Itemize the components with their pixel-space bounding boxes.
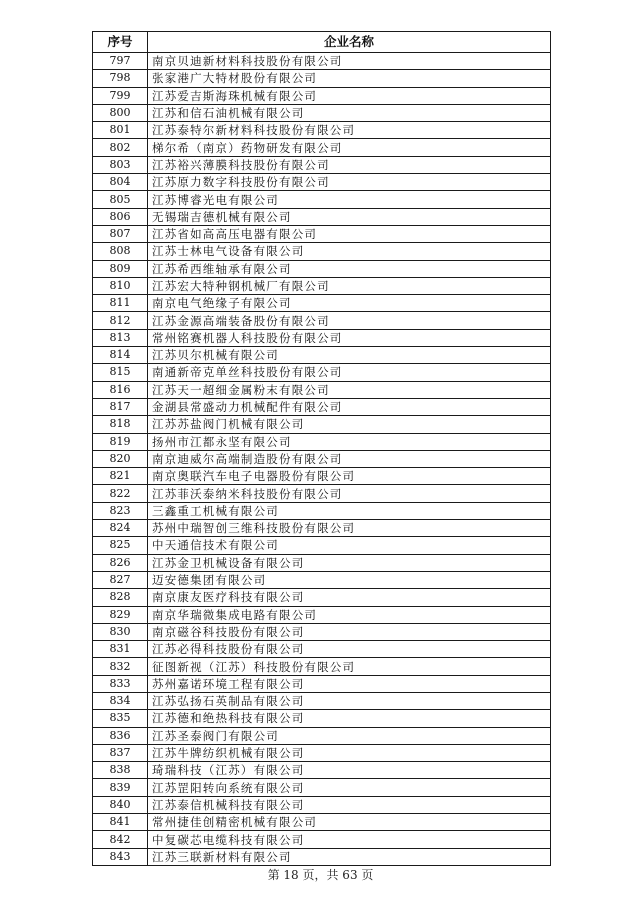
company-name-cell: 中天通信技术有限公司 xyxy=(148,537,551,554)
table-row xyxy=(93,139,551,156)
table-row xyxy=(93,848,551,865)
company-name-cell: 南京奥联汽车电子电器股份有限公司 xyxy=(148,468,551,485)
page-footer: 第 18 页，共 63 页 xyxy=(267,868,374,882)
table-row xyxy=(93,814,551,831)
table-row xyxy=(93,485,551,502)
company-name-cell: 南京贝迪新材料科技股份有限公司 xyxy=(148,53,551,70)
serial-number-cell: 839 xyxy=(93,779,148,796)
company-name-cell: 江苏金源高端装备股份有限公司 xyxy=(148,312,551,329)
table-row xyxy=(93,710,551,727)
company-name-cell: 江苏罡阳转向系统有限公司 xyxy=(148,779,551,796)
company-name-cell: 中复碳芯电缆科技有限公司 xyxy=(148,831,551,848)
serial-number-cell: 797 xyxy=(93,53,148,70)
table-row xyxy=(93,831,551,848)
serial-number-cell: 814 xyxy=(93,347,148,364)
serial-number-cell: 840 xyxy=(93,796,148,813)
table-row xyxy=(93,364,551,381)
table-row xyxy=(93,381,551,398)
company-name-cell: 南京华瑞微集成电路有限公司 xyxy=(148,606,551,623)
table-row xyxy=(93,796,551,813)
serial-number-cell: 816 xyxy=(93,381,148,398)
serial-number-cell: 831 xyxy=(93,641,148,658)
table-row xyxy=(93,329,551,346)
serial-number-cell: 804 xyxy=(93,174,148,191)
table-row xyxy=(93,744,551,761)
table-row xyxy=(93,260,551,277)
header-serial-number: 序号 xyxy=(93,32,148,53)
company-name-cell: 江苏圣泰阀门有限公司 xyxy=(148,727,551,744)
serial-number-cell: 830 xyxy=(93,623,148,640)
table-row xyxy=(93,658,551,675)
serial-number-cell: 815 xyxy=(93,364,148,381)
table-row xyxy=(93,104,551,121)
company-name-cell: 江苏博睿光电有限公司 xyxy=(148,191,551,208)
company-name-cell: 迈安德集团有限公司 xyxy=(148,571,551,588)
serial-number-cell: 837 xyxy=(93,744,148,761)
serial-number-cell: 838 xyxy=(93,762,148,779)
table-row xyxy=(93,70,551,87)
serial-number-cell: 834 xyxy=(93,692,148,709)
serial-number-cell: 817 xyxy=(93,398,148,415)
serial-number-cell: 841 xyxy=(93,814,148,831)
table-row xyxy=(93,174,551,191)
table-row xyxy=(93,208,551,225)
serial-number-cell: 824 xyxy=(93,520,148,537)
company-name-cell: 江苏泰信机械科技有限公司 xyxy=(148,796,551,813)
table-row xyxy=(93,468,551,485)
company-name-cell: 江苏省如高高压电器有限公司 xyxy=(148,225,551,242)
table-row xyxy=(93,243,551,260)
serial-number-cell: 809 xyxy=(93,260,148,277)
table-row xyxy=(93,433,551,450)
table-row xyxy=(93,53,551,70)
company-name-cell: 江苏和信石油机械有限公司 xyxy=(148,104,551,121)
company-name-cell: 江苏宏大特种钢机械厂有限公司 xyxy=(148,277,551,294)
company-name-cell: 江苏三联新材料有限公司 xyxy=(148,848,551,865)
table-row xyxy=(93,87,551,104)
table-row xyxy=(93,692,551,709)
document-page xyxy=(92,31,550,866)
company-name-cell: 琦瑞科技（江苏）有限公司 xyxy=(148,762,551,779)
company-name-cell: 江苏士林电气设备有限公司 xyxy=(148,243,551,260)
company-name-cell: 南京迪威尔高端制造股份有限公司 xyxy=(148,450,551,467)
table-row xyxy=(93,537,551,554)
serial-number-cell: 802 xyxy=(93,139,148,156)
company-name-cell: 张家港广大特材股份有限公司 xyxy=(148,70,551,87)
company-name-cell: 江苏牛牌纺织机械有限公司 xyxy=(148,744,551,761)
company-name-cell: 南京电气绝缘子有限公司 xyxy=(148,295,551,312)
table-row xyxy=(93,727,551,744)
company-name-cell: 常州捷佳创精密机械有限公司 xyxy=(148,814,551,831)
serial-number-cell: 800 xyxy=(93,104,148,121)
table-row xyxy=(93,762,551,779)
company-name-cell: 江苏希西维轴承有限公司 xyxy=(148,260,551,277)
table-row xyxy=(93,225,551,242)
company-name-cell: 三鑫重工机械有限公司 xyxy=(148,502,551,519)
serial-number-cell: 832 xyxy=(93,658,148,675)
company-name-cell: 江苏裕兴薄膜科技股份有限公司 xyxy=(148,156,551,173)
company-name-cell: 江苏爱吉斯海珠机械有限公司 xyxy=(148,87,551,104)
serial-number-cell: 833 xyxy=(93,675,148,692)
serial-number-cell: 820 xyxy=(93,450,148,467)
serial-number-cell: 822 xyxy=(93,485,148,502)
table-row xyxy=(93,675,551,692)
company-name-cell: 江苏金卫机械设备有限公司 xyxy=(148,554,551,571)
serial-number-cell: 842 xyxy=(93,831,148,848)
table-row xyxy=(93,779,551,796)
serial-number-cell: 836 xyxy=(93,727,148,744)
table-row xyxy=(93,347,551,364)
company-name-cell: 江苏原力数字科技股份有限公司 xyxy=(148,174,551,191)
serial-number-cell: 810 xyxy=(93,277,148,294)
company-name-cell: 梯尔希（南京）药物研发有限公司 xyxy=(148,139,551,156)
serial-number-cell: 806 xyxy=(93,208,148,225)
table-row xyxy=(93,156,551,173)
serial-number-cell: 803 xyxy=(93,156,148,173)
serial-number-cell: 823 xyxy=(93,502,148,519)
company-name-cell: 江苏贝尔机械有限公司 xyxy=(148,347,551,364)
table-row xyxy=(93,277,551,294)
serial-number-cell: 829 xyxy=(93,606,148,623)
table-row xyxy=(93,623,551,640)
serial-number-cell: 799 xyxy=(93,87,148,104)
table-row xyxy=(93,450,551,467)
company-name-cell: 征图新视（江苏）科技股份有限公司 xyxy=(148,658,551,675)
company-name-cell: 江苏弘扬石英制品有限公司 xyxy=(148,692,551,709)
table-row xyxy=(93,554,551,571)
table-row xyxy=(93,641,551,658)
company-name-cell: 江苏泰特尔新材料科技股份有限公司 xyxy=(148,122,551,139)
table-row xyxy=(93,520,551,537)
company-name-cell: 南通新帝克单丝科技股份有限公司 xyxy=(148,364,551,381)
serial-number-cell: 825 xyxy=(93,537,148,554)
company-name-cell: 江苏菲沃泰纳米科技股份有限公司 xyxy=(148,485,551,502)
table-row xyxy=(93,295,551,312)
table-row xyxy=(93,191,551,208)
company-name-cell: 扬州市江都永坚有限公司 xyxy=(148,433,551,450)
serial-number-cell: 818 xyxy=(93,416,148,433)
company-name-cell: 江苏德和绝热科技有限公司 xyxy=(148,710,551,727)
serial-number-cell: 826 xyxy=(93,554,148,571)
table-row xyxy=(93,571,551,588)
serial-number-cell: 805 xyxy=(93,191,148,208)
serial-number-cell: 808 xyxy=(93,243,148,260)
serial-number-cell: 835 xyxy=(93,710,148,727)
company-name-cell: 江苏天一超细金属粉末有限公司 xyxy=(148,381,551,398)
serial-number-cell: 813 xyxy=(93,329,148,346)
header-company-name: 企业名称 xyxy=(148,32,551,53)
serial-number-cell: 798 xyxy=(93,70,148,87)
table-row xyxy=(93,606,551,623)
table-row xyxy=(93,312,551,329)
table-row xyxy=(93,502,551,519)
company-name-cell: 江苏苏盐阀门机械有限公司 xyxy=(148,416,551,433)
serial-number-cell: 819 xyxy=(93,433,148,450)
serial-number-cell: 811 xyxy=(93,295,148,312)
company-name-cell: 常州铭赛机器人科技股份有限公司 xyxy=(148,329,551,346)
company-name-cell: 南京康友医疗科技有限公司 xyxy=(148,589,551,606)
company-table xyxy=(92,31,551,866)
table-row xyxy=(93,589,551,606)
company-name-cell: 苏州嘉诺环境工程有限公司 xyxy=(148,675,551,692)
table-body xyxy=(93,53,551,866)
company-name-cell: 无锡瑞吉德机械有限公司 xyxy=(148,208,551,225)
serial-number-cell: 807 xyxy=(93,225,148,242)
serial-number-cell: 801 xyxy=(93,122,148,139)
table-row xyxy=(93,416,551,433)
serial-number-cell: 828 xyxy=(93,589,148,606)
serial-number-cell: 843 xyxy=(93,848,148,865)
table-row xyxy=(93,122,551,139)
table-row xyxy=(93,398,551,415)
company-name-cell: 金湖县常盛动力机械配件有限公司 xyxy=(148,398,551,415)
company-name-cell: 苏州中瑞智创三维科技股份有限公司 xyxy=(148,520,551,537)
table-header-row xyxy=(93,32,551,53)
serial-number-cell: 812 xyxy=(93,312,148,329)
company-name-cell: 南京磁谷科技股份有限公司 xyxy=(148,623,551,640)
serial-number-cell: 827 xyxy=(93,571,148,588)
serial-number-cell: 821 xyxy=(93,468,148,485)
company-name-cell: 江苏必得科技股份有限公司 xyxy=(148,641,551,658)
